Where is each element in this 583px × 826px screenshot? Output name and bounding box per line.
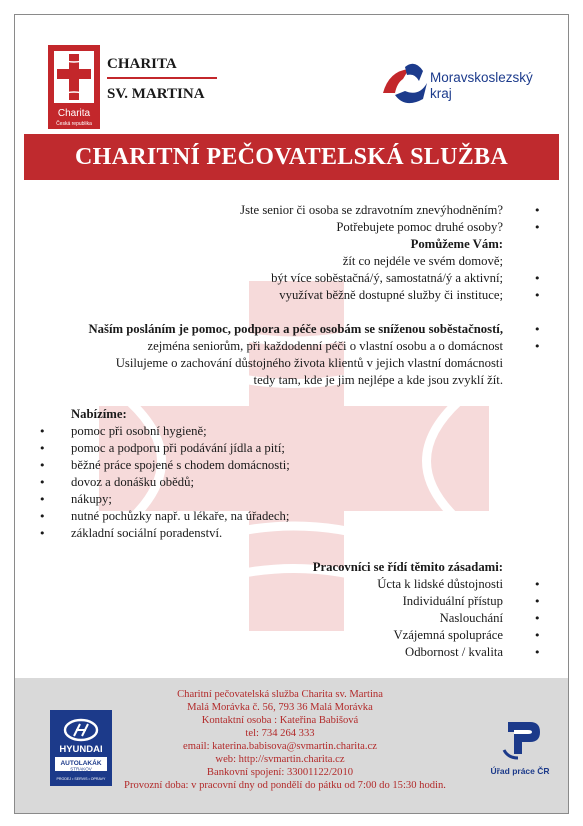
footer-contact: Kontaktní osoba : Kateřina Babišová <box>201 715 359 726</box>
footer-address: Malá Morávka č. 56, 793 36 Malá Morávka <box>187 702 373 713</box>
page-title: CHARITNÍ PEČOVATELSKÁ SLUŽBA <box>24 134 559 180</box>
sponsor-sub: STRAKOV <box>70 766 92 772</box>
org-name-line1: CHARITA <box>107 57 217 79</box>
charita-logo <box>48 45 100 129</box>
mission-line-2: zejména seniorům, při každodenní péči o vlastní osobu a o domácnost <box>147 339 503 353</box>
region-name <box>430 70 533 102</box>
help-item-1: žít co nejdéle ve svém domově; <box>342 254 503 268</box>
intro-question-1: Jste senior či osoba se zdravotním znevýhodněním? <box>240 203 503 217</box>
labour-office-name: Úřad práce ČR <box>490 766 550 776</box>
mission-line-1: Naším posláním je pomoc, podpora a péče osobám se sníženou soběstačností, <box>88 322 503 336</box>
logo-subcaption: Česká republika <box>56 121 92 127</box>
region-eagle-icon <box>383 69 409 93</box>
intro-question-2: Potřebujete pomoc druhé osoby? <box>336 220 503 234</box>
principle-item: Odbornost / kvalita <box>405 645 503 659</box>
principle-item: Naslouchání <box>439 611 503 625</box>
footer-web[interactable]: web: http://svmartin.charita.cz <box>215 754 345 765</box>
labour-office-icon <box>490 720 550 780</box>
offer-item: nákupy; <box>71 492 112 506</box>
bullet: • <box>534 646 541 659</box>
bullet: • <box>39 493 46 506</box>
help-item-2: být více soběstačná/ý, samostatná/ý a aktivní; <box>271 271 503 285</box>
sponsor-name: HYUNDAI <box>59 744 103 755</box>
footer-hours: Provozní doba: v pracovní dny od pondělí do pátku od 7:00 do 15:30 hodin. <box>124 780 446 791</box>
bullet: • <box>39 459 46 472</box>
org-name-line2: SV. MARTINA <box>107 86 205 102</box>
offer-item: dovoz a donášku obědů; <box>71 475 194 489</box>
labour-office-logo <box>490 720 550 780</box>
footer-phone: tel: 734 264 333 <box>245 728 315 739</box>
help-item-3: využívat běžně dostupné služby či instituce; <box>279 288 503 302</box>
region-name-line1: Moravskoslezský <box>430 70 533 85</box>
bullet: • <box>534 595 541 608</box>
principles-heading: Pracovníci se řídí těmito zásadami: <box>312 560 503 574</box>
bullet: • <box>39 442 46 455</box>
sponsor-logo <box>50 710 112 786</box>
help-heading: Pomůžeme Vám: <box>410 237 503 251</box>
footer-org: Charitní pečovatelská služba Charita sv. Martina <box>177 689 383 700</box>
sponsor-dealer: AUTOLAKÁK <box>60 760 102 767</box>
bullet: • <box>39 425 46 438</box>
bullet: • <box>534 272 541 285</box>
bullet: • <box>39 476 46 489</box>
charita-cross-icon <box>48 45 100 129</box>
principle-item: Úcta k lidské důstojnosti <box>377 577 503 591</box>
flyer-page <box>14 14 569 814</box>
offer-item: základní sociální poradenství. <box>71 526 223 540</box>
bullet: • <box>534 323 541 336</box>
hyundai-icon <box>50 710 112 786</box>
offer-item: nutné pochůzky např. u lékaře, na úřadech; <box>71 509 290 523</box>
bullet: • <box>534 578 541 591</box>
offer-item: pomoc a podporu při podávání jídla a pití; <box>71 441 285 455</box>
bullet: • <box>534 221 541 234</box>
mission-line-4: tedy tam, kde je jim nejlépe a kde jsou zvyklí žít. <box>253 373 503 387</box>
offer-item: běžné práce spojené s chodem domácnosti; <box>71 458 290 472</box>
bullet: • <box>534 629 541 642</box>
footer-bank: Bankovní spojení: 33001122/2010 <box>206 767 354 778</box>
org-name <box>107 57 217 102</box>
bullet: • <box>39 510 46 523</box>
principle-item: Vzájemná spolupráce <box>393 628 503 642</box>
bullet: • <box>534 612 541 625</box>
bullet: • <box>534 204 541 217</box>
logo-caption: Charita <box>57 108 91 119</box>
offer-item: pomoc při osobní hygieně; <box>71 424 207 438</box>
bullet: • <box>39 527 46 540</box>
region-name-line2: kraj <box>430 86 452 101</box>
bullet: • <box>534 340 541 353</box>
principle-item: Individuální přístup <box>402 594 503 608</box>
mission-line-3: Usilujeme o zachování důstojného života klientů v jejich vlastní domácnosti <box>115 356 503 370</box>
sponsor-tag: PRODEJ • SERVIS • OPRAVY <box>56 777 106 781</box>
footer-email[interactable]: email: katerina.babisova@svmartin.charita.cz <box>183 741 377 752</box>
bullet: • <box>534 289 541 302</box>
offer-heading: Nabízíme: <box>71 407 127 421</box>
